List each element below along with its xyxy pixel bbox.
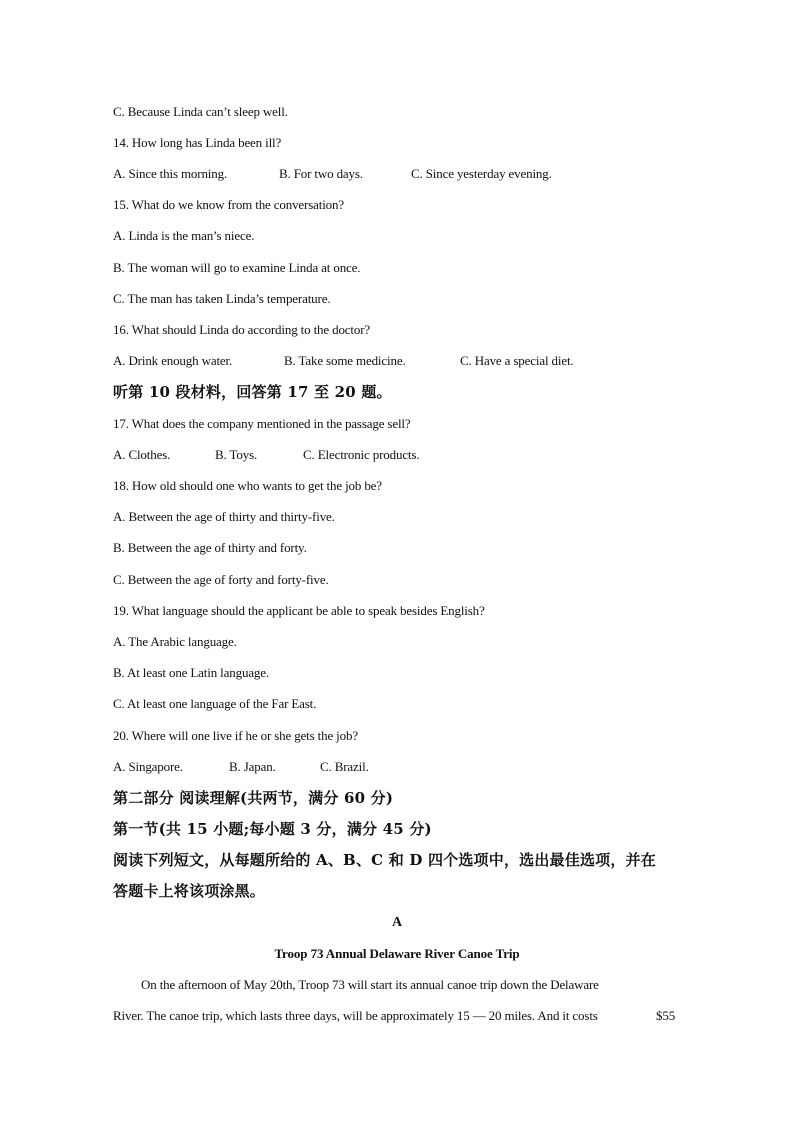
q16-option-a: A. Drink enough water.	[113, 353, 233, 368]
q18-option-c: C. Between the age of forty and forty-five.	[113, 572, 329, 587]
q16-option-b: B. Take some medicine.	[284, 353, 406, 368]
q17-question: 17. What does the company mentioned in the passage sell?	[113, 416, 411, 431]
q19-question: 19. What language should the applicant be able to speak besides English?	[113, 603, 485, 618]
q20-question: 20. Where will one live if he or she gets the job?	[113, 728, 358, 743]
q13-option-c: C. Because Linda can’t sleep well.	[113, 104, 288, 119]
q18-option-a: A. Between the age of thirty and thirty-five.	[113, 509, 335, 524]
q14-option-c: C. Since yesterday evening.	[411, 166, 552, 181]
q20-option-c: C. Brazil.	[320, 759, 369, 774]
passage-title: Troop 73 Annual Delaware River Canoe Trip	[274, 946, 520, 961]
q15-option-a: A. Linda is the man’s niece.	[113, 228, 255, 243]
q20-option-b: B. Japan.	[229, 759, 276, 774]
passage-label: A	[392, 915, 402, 930]
passage10-heading: 听第 10 段材料，回答第 17 至 20 题。	[113, 383, 392, 401]
instruction-line-1: 阅读下列短文，从每题所给的 A、B、C 和 D 四个选项中，选出最佳选项，并在	[113, 851, 656, 869]
q18-question: 18. How old should one who wants to get the job be?	[113, 478, 382, 493]
q17-option-c: C. Electronic products.	[303, 447, 420, 462]
q14-option-b: B. For two days.	[279, 166, 363, 181]
q19-option-c: C. At least one language of the Far East.	[113, 696, 317, 711]
q16-option-c: C. Have a special diet.	[460, 353, 574, 368]
instruction-line-2: 答题卡上将该项涂黑。	[113, 882, 266, 900]
passage-line-2: River. The canoe trip, which lasts three days, will be approximately 15 — 20 miles. And it costs	[113, 1008, 598, 1023]
q14-option-a: A. Since this morning.	[113, 166, 228, 181]
section1-heading: 第一节(共 15 小题;每小题 3 分，满分 45 分)	[113, 820, 432, 838]
passage-line-1: On the afternoon of May 20th, Troop 73 will start its annual canoe trip down the Delaware	[141, 977, 599, 992]
passage-line-2-end: $55	[656, 1008, 676, 1023]
q18-option-b: B. Between the age of thirty and forty.	[113, 540, 307, 555]
q14-question: 14. How long has Linda been ill?	[113, 135, 282, 150]
q17-option-b: B. Toys.	[215, 447, 258, 462]
q15-option-b: B. The woman will go to examine Linda at once.	[113, 260, 361, 275]
q20-option-a: A. Singapore.	[113, 759, 183, 774]
part2-heading: 第二部分 阅读理解(共两节，满分 60 分)	[113, 789, 394, 807]
q15-option-c: C. The man has taken Linda’s temperature.	[113, 291, 331, 306]
q19-option-a: A. The Arabic language.	[113, 634, 237, 649]
q15-question: 15. What do we know from the conversation?	[113, 197, 345, 212]
q16-question: 16. What should Linda do according to the doctor?	[113, 322, 371, 337]
q17-option-a: A. Clothes.	[113, 447, 171, 462]
q19-option-b: B. At least one Latin language.	[113, 665, 270, 680]
